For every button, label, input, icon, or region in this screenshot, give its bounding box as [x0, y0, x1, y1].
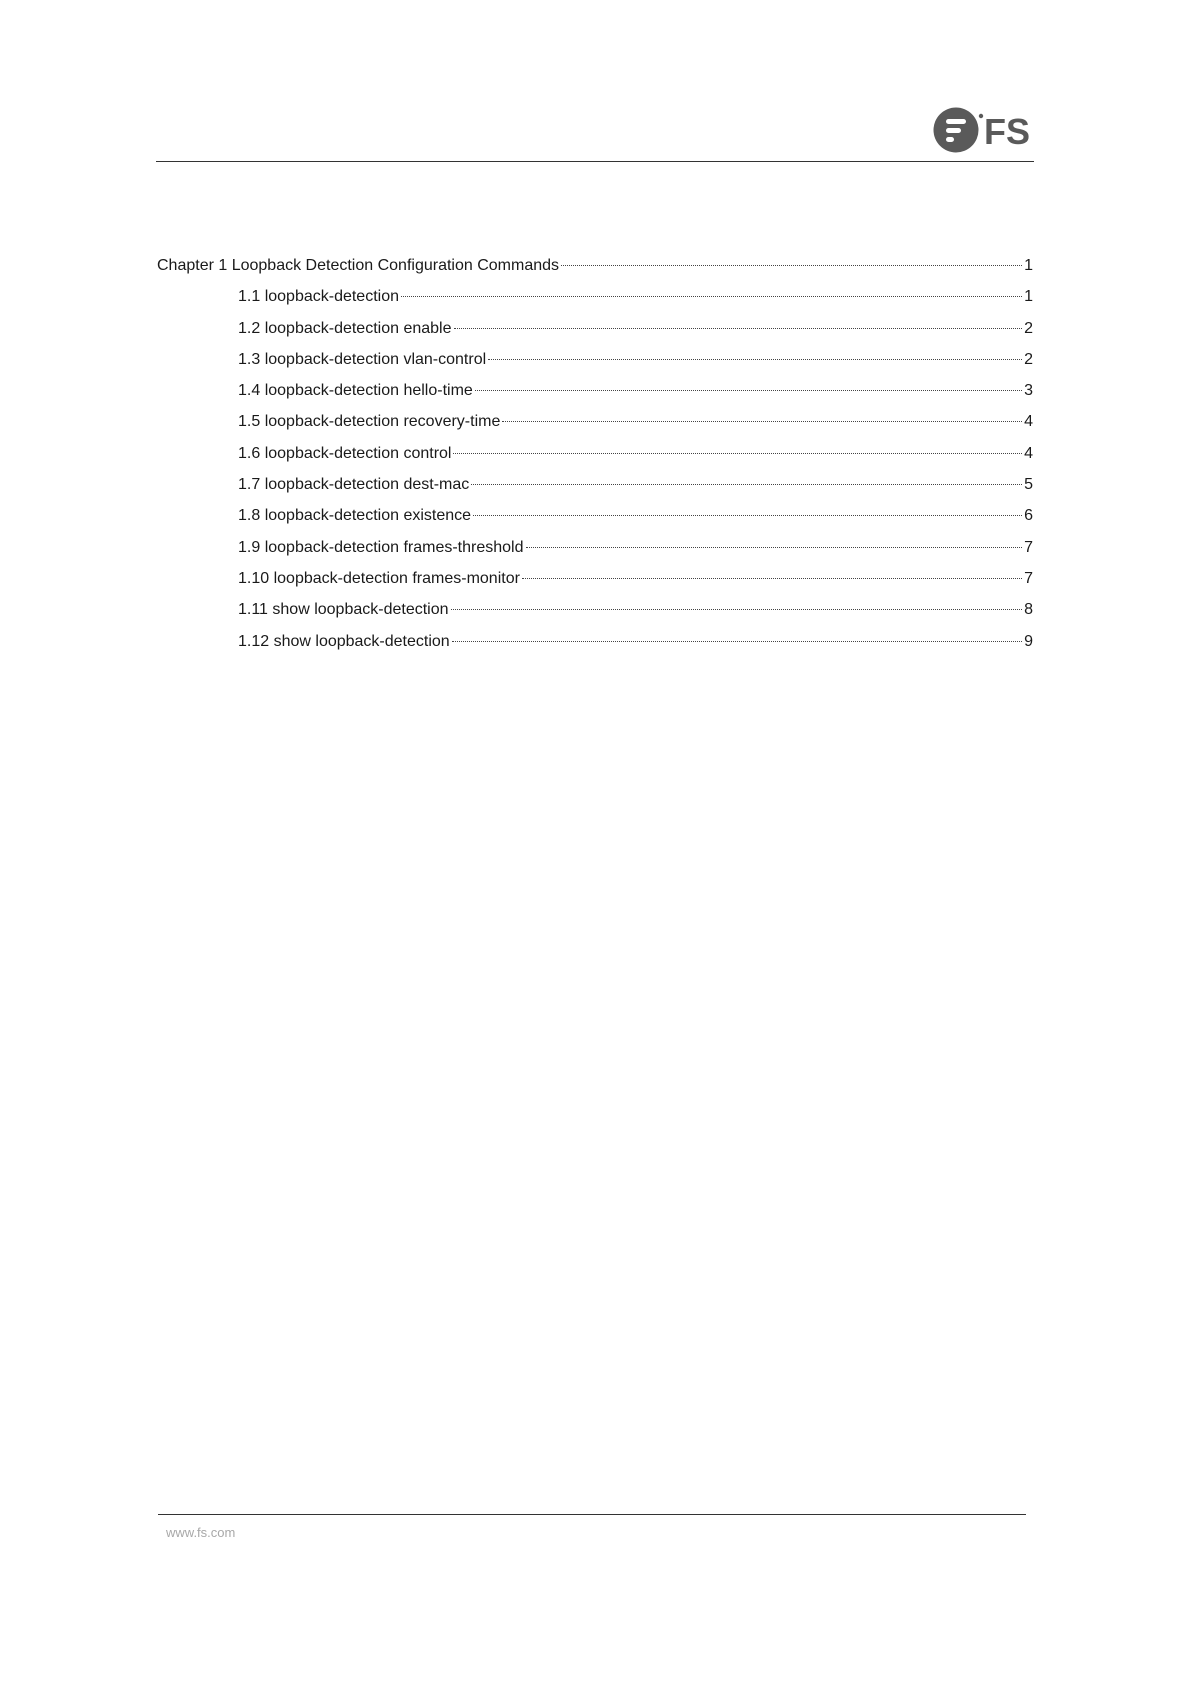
- toc-dot-leader: [471, 484, 1022, 485]
- toc-dot-leader: [488, 359, 1022, 360]
- toc-dot-leader: [452, 641, 1022, 642]
- toc-dot-leader: [561, 265, 1022, 266]
- toc-dot-leader: [453, 453, 1022, 454]
- toc-entry-label: 1.8 loopback-detection existence: [238, 507, 472, 525]
- toc-entry-label: 1.2 loopback-detection enable: [238, 319, 452, 337]
- toc-entry[interactable]: [157, 344, 1033, 375]
- toc-entry-label: 1.5 loopback-detection recovery-time: [238, 413, 501, 431]
- toc-page-number: 9: [1024, 632, 1033, 650]
- toc-page-number: 8: [1024, 601, 1033, 619]
- toc-page-number: 2: [1024, 350, 1033, 368]
- footer-url[interactable]: www.fs.com: [166, 1525, 236, 1540]
- toc-page-number: 7: [1024, 538, 1033, 556]
- toc-entry[interactable]: [157, 438, 1033, 469]
- toc-dot-leader: [451, 609, 1023, 610]
- toc-entry-label: 1.4 loopback-detection hello-time: [238, 382, 473, 400]
- toc-page-number: 2: [1024, 319, 1033, 337]
- toc-entry[interactable]: [157, 563, 1033, 594]
- toc-entry-label: 1.9 loopback-detection frames-threshold: [238, 538, 524, 556]
- toc-entry[interactable]: [157, 594, 1033, 625]
- toc-dot-leader: [473, 515, 1022, 516]
- toc-dot-leader: [502, 421, 1022, 422]
- toc-entry-label: 1.3 loopback-detection vlan-control: [238, 350, 487, 368]
- toc-page-number: 3: [1024, 382, 1033, 400]
- toc-dot-leader: [526, 547, 1023, 548]
- toc-entry-label: 1.6 loopback-detection control: [238, 444, 452, 462]
- toc-entry[interactable]: [157, 626, 1033, 657]
- fs-logo: [932, 104, 1032, 156]
- toc-entry-label: 1.10 loopback-detection frames-monitor: [238, 569, 520, 587]
- toc-entry[interactable]: [157, 532, 1033, 563]
- toc-page-number: 4: [1024, 413, 1033, 431]
- toc-page-number: 5: [1024, 476, 1033, 494]
- toc-chapter-entry[interactable]: [157, 250, 1033, 281]
- toc-dot-leader: [522, 578, 1022, 579]
- toc-entry[interactable]: [157, 500, 1033, 531]
- toc-entry-label: Chapter 1 Loopback Detection Configuration Commands: [157, 257, 560, 274]
- toc-entry-label: 1.7 loopback-detection dest-mac: [238, 476, 470, 494]
- toc-page-number: 1: [1024, 257, 1033, 274]
- toc-dot-leader: [454, 328, 1023, 329]
- toc-entry[interactable]: [157, 313, 1033, 344]
- toc-entry[interactable]: [157, 406, 1033, 437]
- toc-page-number: 1: [1024, 288, 1033, 306]
- toc-page-number: 7: [1024, 569, 1033, 587]
- header-divider: [156, 161, 1034, 162]
- toc-page-number: 6: [1024, 507, 1033, 525]
- toc-dot-leader: [475, 390, 1022, 391]
- fs-logo-text: FS: [984, 111, 1031, 152]
- toc-entry[interactable]: [157, 375, 1033, 406]
- toc-page-number: 4: [1024, 444, 1033, 462]
- table-of-contents: [157, 250, 1033, 657]
- toc-entry-label: 1.11 show loopback-detection: [238, 601, 449, 619]
- toc-entry[interactable]: [157, 469, 1033, 500]
- toc-dot-leader: [401, 296, 1022, 297]
- footer-divider: [158, 1514, 1026, 1515]
- toc-entry[interactable]: [157, 281, 1033, 312]
- toc-entry-label: 1.1 loopback-detection: [238, 288, 399, 306]
- toc-entry-label: 1.12 show loopback-detection: [238, 632, 450, 650]
